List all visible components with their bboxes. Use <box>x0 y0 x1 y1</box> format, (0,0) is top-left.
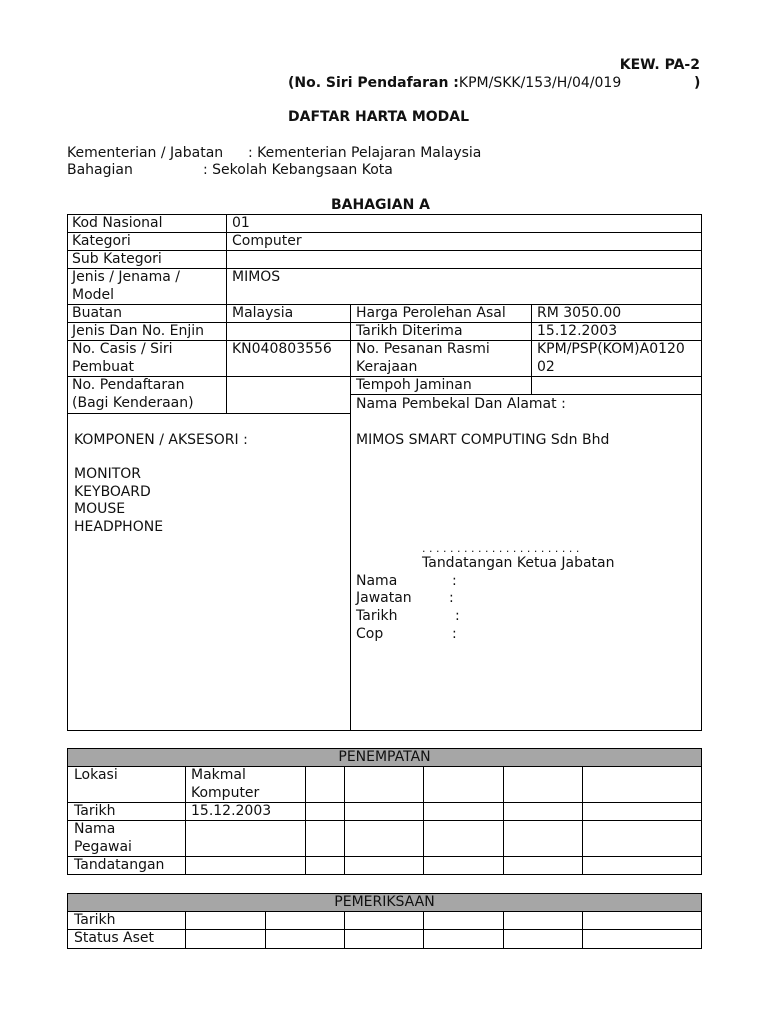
pesanan-label-1: No. Pesanan Rasmi <box>356 341 490 357</box>
kementerian-value: : Kementerian Pelajaran Malaysia <box>248 145 482 161</box>
siri-close: ) <box>694 75 701 91</box>
siri-label: (No. Siri Pendafaran : <box>288 75 459 91</box>
enjin-label: Jenis Dan No. Enjin <box>72 323 204 339</box>
sig-nama-colon: : <box>452 573 457 589</box>
kategori-value: Computer <box>232 233 302 249</box>
casis-label-2: Pembuat <box>72 359 135 375</box>
sig-cop-colon: : <box>452 626 457 642</box>
kod-nasional-label: Kod Nasional <box>72 215 163 231</box>
penempatan-lokasi-value-2: Komputer <box>191 785 260 801</box>
harga-label: Harga Perolehan Asal <box>356 305 506 321</box>
pendaftaran-label-2: (Bagi Kenderaan) <box>72 395 194 411</box>
pendaftaran-label-1: No. Pendaftaran <box>72 377 185 393</box>
siri-line <box>288 75 621 91</box>
form-code: KEW. PA-2 <box>619 57 700 73</box>
tarikh-terima-value: 15.12.2003 <box>537 323 618 339</box>
signature-caption: Tandatangan Ketua Jabatan <box>422 555 615 571</box>
pemeriksaan-status-label: Status Aset <box>74 930 155 946</box>
penempatan-nama-label-2: Pegawai <box>74 839 132 855</box>
kategori-label: Kategori <box>72 233 131 249</box>
buatan-label: Buatan <box>72 305 122 321</box>
penempatan-lokasi-label: Lokasi <box>74 767 118 783</box>
komponen-item: HEADPHONE <box>74 519 164 535</box>
komponen-item: MOUSE <box>74 501 126 517</box>
penempatan-tandatangan-label: Tandatangan <box>74 857 165 873</box>
sig-tarikh-label: Tarikh <box>356 608 398 624</box>
pemeriksaan-tarikh-label: Tarikh <box>74 912 116 928</box>
casis-value: KN040803556 <box>232 341 332 357</box>
jenis-label-2: Model <box>72 287 115 303</box>
pembekal-label: Nama Pembekal Dan Alamat : <box>356 396 566 412</box>
penempatan-lokasi-value-1: Makmal <box>191 767 246 783</box>
jenis-label-1: Jenis / Jenama / <box>72 269 180 285</box>
pesanan-label-2: Kerajaan <box>356 359 418 375</box>
bahagian-label: Bahagian <box>67 162 133 178</box>
tarikh-terima-label: Tarikh Diterima <box>356 323 463 339</box>
harga-value: RM 3050.00 <box>537 305 622 321</box>
komponen-item: KEYBOARD <box>74 484 151 500</box>
sig-jawatan-label: Jawatan <box>356 590 412 606</box>
sub-kategori-label: Sub Kategori <box>72 251 162 267</box>
pesanan-value-1: KPM/PSP(KOM)A0120 <box>537 341 685 357</box>
sig-cop-label: Cop <box>356 626 384 642</box>
pemeriksaan-header: PEMERIKSAAN <box>67 893 702 912</box>
penempatan-tarikh-label: Tarikh <box>74 803 116 819</box>
tempoh-label: Tempoh Jaminan <box>356 377 472 393</box>
sig-jawatan-colon: : <box>449 590 454 606</box>
jenis-value: MIMOS <box>232 269 281 285</box>
section-a-title: BAHAGIAN A <box>331 197 431 213</box>
sig-nama-label: Nama <box>356 573 398 589</box>
komponen-title: KOMPONEN / AKSESORI : <box>74 432 248 448</box>
page-title: DAFTAR HARTA MODAL <box>288 109 470 125</box>
komponen-item: MONITOR <box>74 466 141 482</box>
penempatan-nama-label-1: Nama <box>74 821 116 837</box>
penempatan-tarikh-value: 15.12.2003 <box>191 803 272 819</box>
kementerian-label: Kementerian / Jabatan <box>67 145 224 161</box>
sig-tarikh-colon: : <box>455 608 460 624</box>
signature-line: . . . . . . . . . . . . . . . . . . . . . . . <box>422 542 580 555</box>
pembekal-name: MIMOS SMART COMPUTING Sdn Bhd <box>356 432 610 448</box>
bahagian-value: : Sekolah Kebangsaan Kota <box>203 162 393 178</box>
pesanan-value-2: 02 <box>537 359 555 375</box>
penempatan-header: PENEMPATAN <box>67 748 702 767</box>
casis-label-1: No. Casis / Siri <box>72 341 173 357</box>
siri-value: KPM/SKK/153/H/04/019 <box>458 75 622 91</box>
kod-nasional-value: 01 <box>232 215 250 231</box>
buatan-value: Malaysia <box>232 305 294 321</box>
